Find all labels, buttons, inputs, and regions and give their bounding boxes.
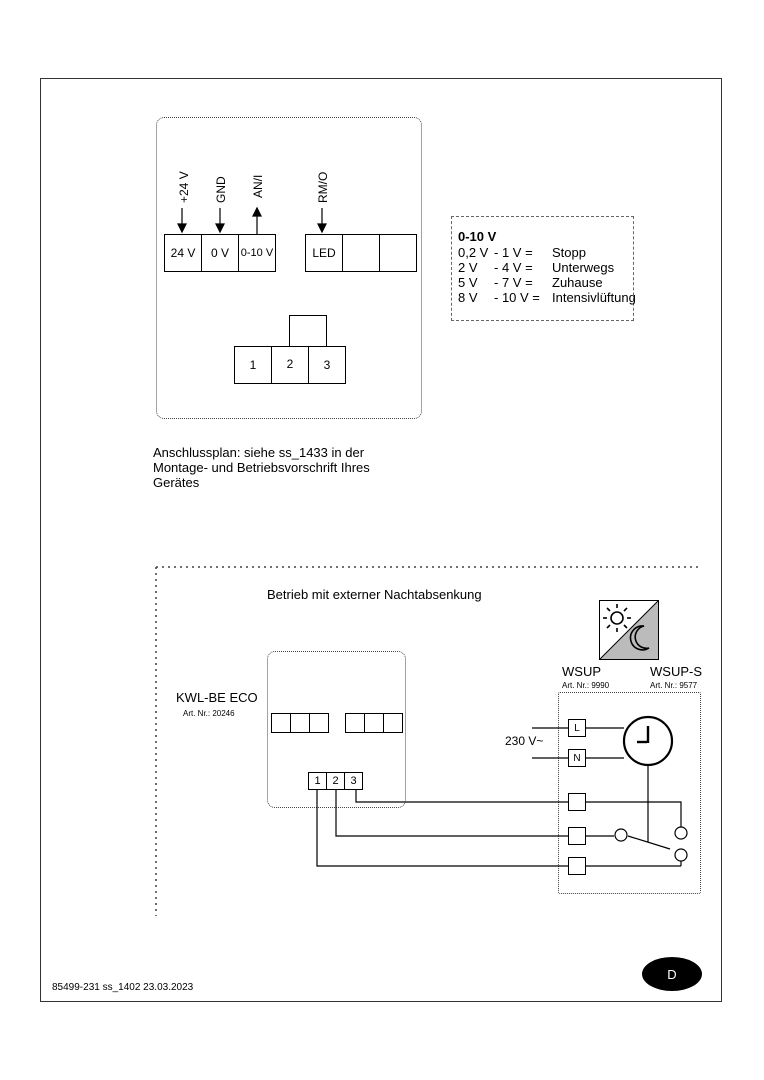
- timer-terminal-n: N: [568, 749, 586, 767]
- device-art: Art. Nr.: 20246: [183, 709, 235, 718]
- legend-title: 0-10 V: [458, 229, 497, 244]
- legend-range-b: - 10 V =: [494, 290, 540, 305]
- wsups-name: WSUP-S: [650, 664, 702, 679]
- legend-range-a: 5 V: [458, 275, 478, 290]
- label-24v: +24 V: [177, 171, 191, 203]
- label-gnd: GND: [214, 176, 228, 203]
- relay-terminal-1: [568, 793, 586, 811]
- wsups-art: Art. Nr.: 9577: [650, 681, 698, 690]
- clock-icon: [621, 714, 675, 768]
- legend-range-b: - 1 V =: [494, 245, 533, 260]
- connector-pin-1: 1: [234, 346, 272, 384]
- relay-terminal-3: [568, 857, 586, 875]
- legend-mode: Unterwegs: [552, 260, 615, 275]
- timer-terminal-l: L: [568, 719, 586, 737]
- wsup-name: WSUP: [562, 664, 601, 679]
- legend-range-a: 0,2 V: [458, 245, 489, 260]
- note-line-1: Anschlussplan: siehe ss_1433 in der: [153, 445, 365, 460]
- device-pin-1: 1: [308, 772, 327, 790]
- note-line-3: Gerätes: [153, 475, 200, 490]
- terminal-0-10v: 0-10 V: [238, 234, 276, 272]
- device-name: KWL-BE ECO: [176, 690, 258, 705]
- legend-mode: Stopp: [552, 245, 586, 260]
- terminal-24v: 24 V: [164, 234, 202, 272]
- label-ani: AN/I: [251, 174, 265, 198]
- legend-range-b: - 4 V =: [494, 260, 533, 275]
- label-rmo: RM/O: [316, 171, 330, 203]
- terminal-0v: 0 V: [201, 234, 239, 272]
- doc-reference: 85499-231 ss_1402 23.03.2023: [52, 982, 194, 993]
- connector-pin-2: 2: [271, 346, 309, 384]
- device-pin-3: 3: [344, 772, 363, 790]
- mains-label: 230 V~: [505, 734, 544, 748]
- note-line-2: Montage- und Betriebsvorschrift Ihres: [153, 460, 370, 475]
- device-pin-2: 2: [326, 772, 345, 790]
- connector-pin-3: 3: [308, 346, 346, 384]
- relay-terminal-2: [568, 827, 586, 845]
- wsup-art: Art. Nr.: 9990: [562, 681, 610, 690]
- legend-mode: Intensivlüftung: [552, 290, 636, 305]
- legend-range-a: 8 V: [458, 290, 478, 305]
- terminal-led: LED: [305, 234, 343, 272]
- legend-range-a: 2 V: [458, 260, 478, 275]
- wiring-title: Betrieb mit externer Nachtabsenkung: [267, 587, 482, 602]
- legend-mode: Zuhause: [552, 275, 603, 290]
- language-badge: D: [642, 957, 702, 991]
- legend-range-b: - 7 V =: [494, 275, 533, 290]
